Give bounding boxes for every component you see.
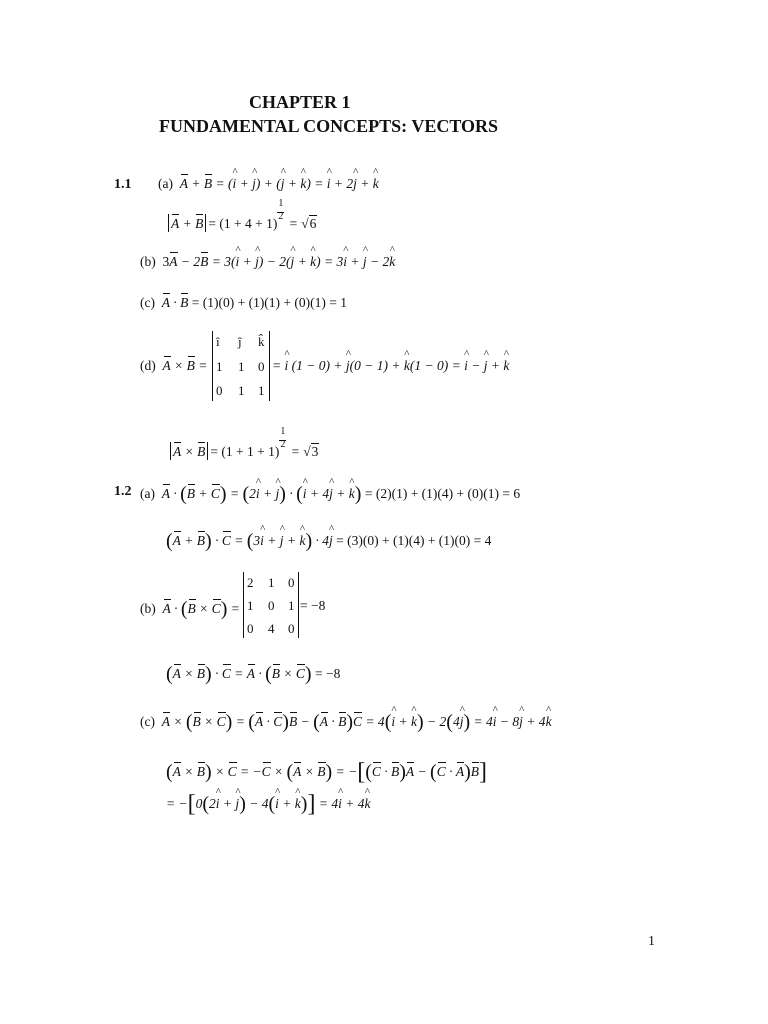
equation-1-2-b-result: = −8 — [300, 598, 326, 613]
det-cell: ĵ — [238, 334, 242, 349]
det-cell: 0 — [288, 575, 295, 590]
det-cell: 0 — [258, 359, 265, 374]
equation-1-1-d-result: = ^ i (1 − 0) + ^ j(0 − 1) + ^ k(1 − 0) = ^ i − ^ j + ^ k — [272, 359, 509, 373]
chapter-title: FUNDAMENTAL CONCEPTS: VECTORS — [159, 116, 499, 136]
det-cell: k̂ — [258, 334, 265, 349]
equation-1-2-b-label: (b) A · (B × C) = — [140, 598, 240, 620]
equation-1-1-a: (a) A + B = (^ i + ^ j) + (^ j + ^ k) = ^ i + 2^ j + ^ k — [158, 177, 379, 191]
det-cell: 0 — [268, 598, 275, 613]
equation-1-1-c: (c) A · B = (1)(0) + (1)(1) + (0)(1) = 1 — [140, 295, 348, 310]
det-cell: 1 — [258, 383, 265, 398]
determinant-1-1-d — [212, 331, 270, 401]
det-cell: 1 — [268, 575, 275, 590]
chapter-heading: CHAPTER 1 — [249, 92, 351, 112]
det-cell: 1 — [288, 598, 295, 613]
det-cell: 0 — [216, 383, 223, 398]
equation-1-2-b-second: (A × B) · C = A · (B × C) = −8 — [166, 663, 341, 685]
equation-1-1-d-magnitude: A × B = (1 + 1 + 1) $\frac{1}{2}$ = √3 — [168, 436, 319, 460]
page-number: 1 — [648, 934, 655, 949]
equation-1-2-c-second: (A × B) × C = −C × (A × B) = −[(C · B)A − (C · A)B] — [166, 759, 488, 785]
equation-1-2-c: (c) A × (B × C) = (A · C)B − (A · B)C = 4(^ i + ^ k) − 2(4^ j) = 4^ i − 8^ j + 4^ k — [140, 712, 552, 732]
det-cell: 1 — [238, 359, 245, 374]
equation-1-2-c-third: = −[0(2^ i + ^ j) − 4(^ i + ^ k)] = 4^ i + 4^ k — [166, 792, 370, 816]
equation-1-2-a: (a) A · (B + C) = (2^ i + ^ j) · (^ i + 4^ j + ^ k) = (2)(1) + (1)(4) + (0)(1) = 6 — [140, 484, 520, 504]
equation-1-2-a-second: (A + B) · C = (3^ i + ^ j + ^ k) · 4^ j = (3)(0) + (1)(4) + (1)(0) = 4 — [166, 531, 491, 551]
det-cell: 1 — [238, 383, 245, 398]
determinant-1-2-b — [243, 572, 299, 638]
det-cell: 1 — [216, 359, 223, 374]
det-cell: 4 — [268, 621, 275, 636]
problem-number: 1.1 — [114, 177, 132, 192]
equation-1-1-d-label: (d) A × B = — [140, 358, 208, 373]
problem-number: 1.2 — [114, 484, 132, 499]
equation-1-1-a-magnitude: A + B = (1 + 4 + 1) $\frac{1}{2}$ = √6 — [166, 208, 317, 232]
det-cell: î — [216, 334, 220, 349]
equation-1-1-b: (b) 3A − 2B = 3(^ i + ^ j) − 2(^ j + ^ k) = 3^ i + ^ j − 2^ k — [140, 255, 395, 269]
det-cell: 1 — [247, 598, 254, 613]
det-cell: 0 — [288, 621, 295, 636]
det-cell: 0 — [247, 621, 254, 636]
det-cell: 2 — [247, 575, 254, 590]
